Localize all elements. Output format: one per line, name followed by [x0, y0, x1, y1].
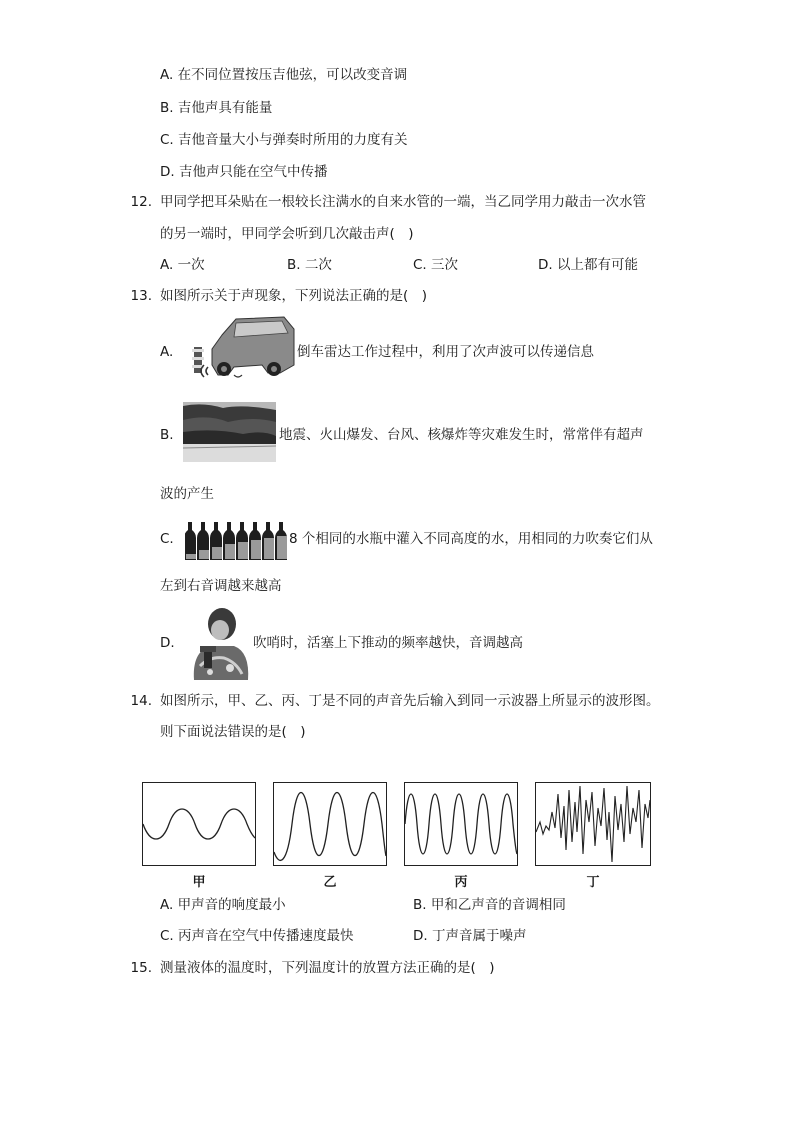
waveform-jia [142, 782, 256, 866]
waveform-label-yi: 乙 [323, 875, 337, 890]
volcano-eruption-image [183, 402, 276, 462]
q13-option-c-text2: 左到右音调越来越高 [160, 578, 282, 594]
q14-option-d: D. 丁声音属于噪声 [413, 928, 527, 944]
q12-number: 12. [130, 194, 152, 210]
waveform-ding [535, 782, 651, 866]
q14-option-c: C. 丙声音在空气中传播速度最快 [160, 928, 354, 944]
q13-option-b-letter: B. [160, 427, 174, 443]
q13-option-c-text: 8 个相同的水瓶中灌入不同高度的水，用相同的力吹奏它们从 [289, 531, 653, 547]
q12-option-d: D. 以上都有可能 [538, 257, 638, 273]
waveform-label-jia: 甲 [192, 875, 206, 890]
waveform-label-bing: 丙 [454, 875, 468, 890]
q13-option-a-letter: A. [160, 344, 174, 360]
waveform-bing [404, 782, 518, 866]
q11-option-d: D. 吉他声只能在空气中传播 [160, 164, 328, 180]
car-reversing-radar-image [184, 315, 296, 381]
whistle-blowing-person-image [184, 606, 252, 680]
q14-stem-line2: 则下面说法错误的是( ) [160, 724, 306, 740]
q12-option-a: A. 一次 [160, 257, 205, 273]
q14-stem-line1: 如图所示，甲、乙、丙、丁是不同的声音先后输入到同一示波器上所显示的波形图。 [160, 693, 660, 709]
water-bottles-image [185, 516, 287, 562]
q11-option-c: C. 吉他音量大小与弹奏时所用的力度有关 [160, 132, 408, 148]
q14-number: 14. [130, 693, 152, 709]
q13-option-d-text: 吹哨时，活塞上下推动的频率越快，音调越高 [253, 635, 523, 651]
q13-option-c-letter: C. [160, 531, 174, 547]
q13-option-b-text: 地震、火山爆发、台风、核爆炸等灾难发生时，常常伴有超声 [279, 427, 644, 443]
q12-stem-line1: 甲同学把耳朵贴在一根较长注满水的自来水管的一端，当乙同学用力敲击一次水管 [160, 194, 646, 210]
q13-option-a-text: 倒车雷达工作过程中，利用了次声波可以传递信息 [297, 344, 594, 360]
q13-option-b-text2: 波的产生 [160, 486, 214, 502]
q15-stem: 测量液体的温度时，下列温度计的放置方法正确的是( ) [160, 960, 495, 976]
q12-option-b: B. 二次 [287, 257, 332, 273]
waveform-yi [273, 782, 387, 866]
waveform-label-ding: 丁 [586, 875, 600, 890]
q13-stem: 如图所示关于声现象，下列说法正确的是( ) [160, 288, 428, 304]
q12-option-c: C. 三次 [413, 257, 459, 273]
q13-number: 13. [130, 288, 152, 304]
q14-option-b: B. 甲和乙声音的音调相同 [413, 897, 566, 913]
q14-option-a: A. 甲声音的响度最小 [160, 897, 286, 913]
q15-number: 15. [130, 960, 152, 976]
q11-option-a: A. 在不同位置按压吉他弦，可以改变音调 [160, 67, 408, 83]
q12-stem-line2: 的另一端时，甲同学会听到几次敲击声( ) [160, 226, 414, 242]
q13-option-d-letter: D. [160, 635, 175, 651]
q11-option-b: B. 吉他声具有能量 [160, 100, 273, 116]
